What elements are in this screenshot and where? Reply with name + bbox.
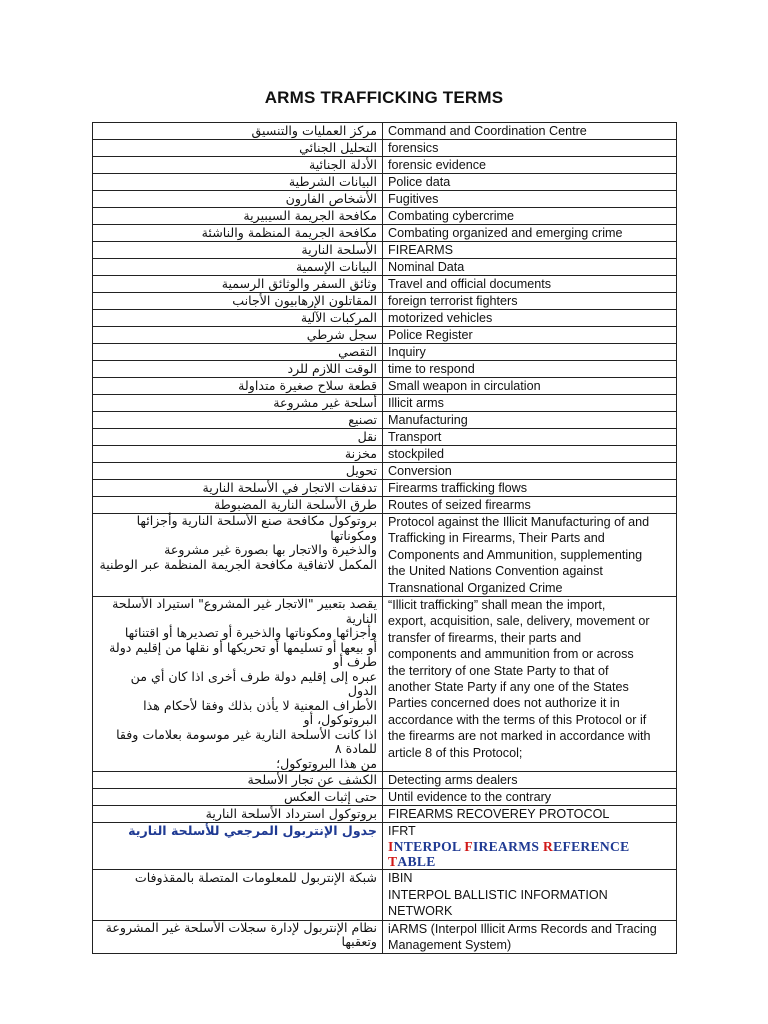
table-row	[93, 497, 677, 514]
table-row	[93, 327, 677, 344]
english-line: components and ammunition from or across	[388, 647, 634, 662]
arabic-line: من هذا البروتوكول؛	[276, 755, 377, 771]
arabic-term: الأدلة الجنائية	[93, 157, 383, 174]
english-term: motorized vehicles	[383, 310, 677, 327]
terms-table-body	[93, 123, 677, 954]
english-term	[383, 920, 677, 954]
table-row	[93, 344, 677, 361]
table-row	[93, 123, 677, 140]
arabic-line: عبره إلى إقليم دولة طرف أخرى اذا كان أي من الدول	[130, 668, 377, 699]
table-row	[93, 378, 677, 395]
arabic-term: مخزنة	[93, 446, 383, 463]
arabic-term: الوقت اللازم للرد	[93, 361, 383, 378]
arabic-line: الأطراف المعنية لا يأذن بذلك وفقا لأحكام هذا البروتوكول، أو	[143, 697, 377, 728]
arabic-term: الأشخاص الفارون	[93, 191, 383, 208]
arabic-term: مكافحة الجريمة المنظمة والناشئة	[93, 225, 383, 242]
english-term: time to respond	[383, 361, 677, 378]
name-part: F	[464, 839, 473, 855]
arabic-term: المقاتلون الإرهابيون الأجانب	[93, 293, 383, 310]
table-row	[93, 823, 677, 870]
page-title: ARMS TRAFFICKING TERMS	[264, 88, 504, 107]
english-line: the firearms are not marked in accordance with	[388, 729, 651, 744]
table-row	[93, 789, 677, 806]
table-row	[93, 480, 677, 497]
arabic-term: البيانات الشرطية	[93, 174, 383, 191]
english-term: Combating cybercrime	[383, 208, 677, 225]
english-term: Manufacturing	[383, 412, 677, 429]
arabic-term: مكافحة الجريمة السيبيرية	[93, 208, 383, 225]
english-term: FIREARMS	[383, 242, 677, 259]
table-row	[93, 920, 677, 954]
table-row	[93, 276, 677, 293]
english-term: Police data	[383, 174, 677, 191]
english-line: accordance with the terms of this Protocol or if	[388, 712, 647, 727]
english-term: Detecting arms dealers	[383, 772, 677, 789]
arabic-line: أو بيعها أو تسليمها أو تحريكها أو نقلها من إقليم دولة طرف أو	[109, 639, 377, 670]
english-term: foreign terrorist fighters	[383, 293, 677, 310]
arabic-term: التحليل الجنائي	[93, 140, 383, 157]
table-row	[93, 446, 677, 463]
english-term	[383, 597, 677, 772]
english-line: the United Nations Convention against	[388, 564, 603, 579]
arabic-term: شبكة الإنتربول للمعلومات المتصلة بالمقذوفات	[93, 870, 383, 920]
table-row	[93, 870, 677, 920]
english-term	[383, 514, 677, 597]
english-term: Routes of seized firearms	[383, 497, 677, 514]
english-term: Travel and official documents	[383, 276, 677, 293]
table-row	[93, 225, 677, 242]
arabic-term: التقصي	[93, 344, 383, 361]
english-term: Police Register	[383, 327, 677, 344]
arabic-term	[93, 920, 383, 954]
arabic-line: وأجزائها ومكوناتها والذخيرة أو تصديرها أو اقتنائها	[124, 625, 377, 641]
arabic-term: وثائق السفر والوثائق الرسمية	[93, 276, 383, 293]
arabic-term: تصنيع	[93, 412, 383, 429]
english-term: Small weapon in circulation	[383, 378, 677, 395]
table-row	[93, 806, 677, 823]
english-line: Parties concerned does not authorize it in	[388, 696, 620, 711]
arabic-term: أسلحة غير مشروعة	[93, 395, 383, 412]
english-line: “Illicit trafficking” shall mean the import,	[388, 598, 606, 613]
arabic-line: اذا كانت الأسلحة النارية غير موسومة بعلامات وفقا للمادة ٨	[116, 726, 377, 757]
english-term: Command and Coordination Centre	[383, 123, 677, 140]
table-row	[93, 140, 677, 157]
arabic-line: نظام الإنتربول لإدارة سجلات الأسلحة غير المشروعة وتعقبها	[105, 919, 377, 950]
english-line: another State Party if any one of the States	[388, 680, 629, 695]
english-line: Transnational Organized Crime	[388, 580, 563, 595]
english-line: transfer of firearms, their parts and	[388, 630, 582, 645]
english-line: the territory of one State Party to that of	[388, 663, 609, 678]
arabic-term	[93, 597, 383, 772]
name-part: EFERENCE	[553, 839, 630, 855]
table-row	[93, 429, 677, 446]
english-term: Fugitives	[383, 191, 677, 208]
name-part: IREARMS	[472, 839, 543, 855]
name-part: R	[542, 839, 554, 855]
table-row	[93, 597, 677, 772]
table-row	[93, 157, 677, 174]
arabic-line: والذخيرة والاتجار بها بصورة غير مشروعة	[164, 542, 377, 557]
table-row	[93, 293, 677, 310]
table-row	[93, 395, 677, 412]
arabic-term: تحويل	[93, 463, 383, 480]
english-term: Illicit arms	[383, 395, 677, 412]
arabic-term: نقل	[93, 429, 383, 446]
english-term: Combating organized and emerging crime	[383, 225, 677, 242]
table-row	[93, 259, 677, 276]
name-part: ABLE	[397, 854, 436, 870]
arabic-line: يقصد بتعبير "الاتجار غير المشروع" استيراد الأسلحة النارية	[112, 596, 377, 626]
english-term: Transport	[383, 429, 677, 446]
arabic-line: بروتوكول مكافحة صنع الأسلحة النارية وأجزائها ومكوناتها	[136, 513, 377, 543]
english-line: Trafficking in Firearms, Their Parts and	[388, 531, 605, 546]
english-term: Nominal Data	[383, 259, 677, 276]
english-term: forensics	[383, 140, 677, 157]
english-code: IFRT	[388, 824, 416, 839]
table-row	[93, 361, 677, 378]
terms-table	[92, 122, 677, 954]
english-term: Until evidence to the contrary	[383, 789, 677, 806]
english-full-name	[388, 839, 671, 869]
english-term: forensic evidence	[383, 157, 677, 174]
arabic-term: المركبات الآلية	[93, 310, 383, 327]
arabic-term: مركز العمليات والتنسيق	[93, 123, 383, 140]
english-term	[383, 870, 677, 920]
arabic-line: المكمل لاتفاقية مكافحة الجريمة المنظمة عبر الوطنية	[99, 556, 377, 572]
english-term: Inquiry	[383, 344, 677, 361]
table-row	[93, 514, 677, 597]
table-row	[93, 412, 677, 429]
english-line: Management System)	[388, 938, 512, 953]
arabic-term: الأسلحة النارية	[93, 242, 383, 259]
arabic-term	[93, 514, 383, 597]
arabic-term: حتى إثبات العكس	[93, 789, 383, 806]
arabic-term: جدول الإنتربول المرجعي للأسلحة النارية	[93, 823, 383, 870]
table-row	[93, 772, 677, 789]
english-line: iARMS (Interpol Illicit Arms Records and Tracing	[388, 921, 657, 936]
arabic-term: البيانات الإسمية	[93, 259, 383, 276]
english-line: article 8 of this Protocol;	[388, 745, 523, 760]
table-row	[93, 208, 677, 225]
english-line: Protocol against the Illicit Manufacturing of and	[388, 515, 650, 529]
english-full-name: INTERPOL BALLISTIC INFORMATION NETWORK	[388, 887, 608, 919]
table-row	[93, 310, 677, 327]
english-term: Firearms trafficking flows	[383, 480, 677, 497]
name-part: T	[388, 854, 398, 870]
english-term	[383, 823, 677, 870]
english-line: Components and Ammunition, supplementing	[388, 547, 643, 562]
table-row	[93, 463, 677, 480]
arabic-term: قطعة سلاح صغيرة متداولة	[93, 378, 383, 395]
english-term: Conversion	[383, 463, 677, 480]
table-row	[93, 242, 677, 259]
table-row	[93, 191, 677, 208]
name-part: I	[388, 839, 394, 855]
table-row	[93, 174, 677, 191]
arabic-term: بروتوكول استرداد الأسلحة النارية	[93, 806, 383, 823]
english-term: FIREARMS RECOVEREY PROTOCOL	[383, 806, 677, 823]
english-code: IBIN	[388, 871, 413, 886]
arabic-term: تدفقات الاتجار في الأسلحة النارية	[93, 480, 383, 497]
arabic-term: سجل شرطي	[93, 327, 383, 344]
arabic-term: الكشف عن تجار الأسلحة	[93, 772, 383, 789]
name-part: NTERPOL	[393, 839, 465, 855]
arabic-term: طرق الأسلحة النارية المضبوطة	[93, 497, 383, 514]
english-line: export, acquisition, sale, delivery, movement or	[388, 614, 650, 629]
english-term: stockpiled	[383, 446, 677, 463]
